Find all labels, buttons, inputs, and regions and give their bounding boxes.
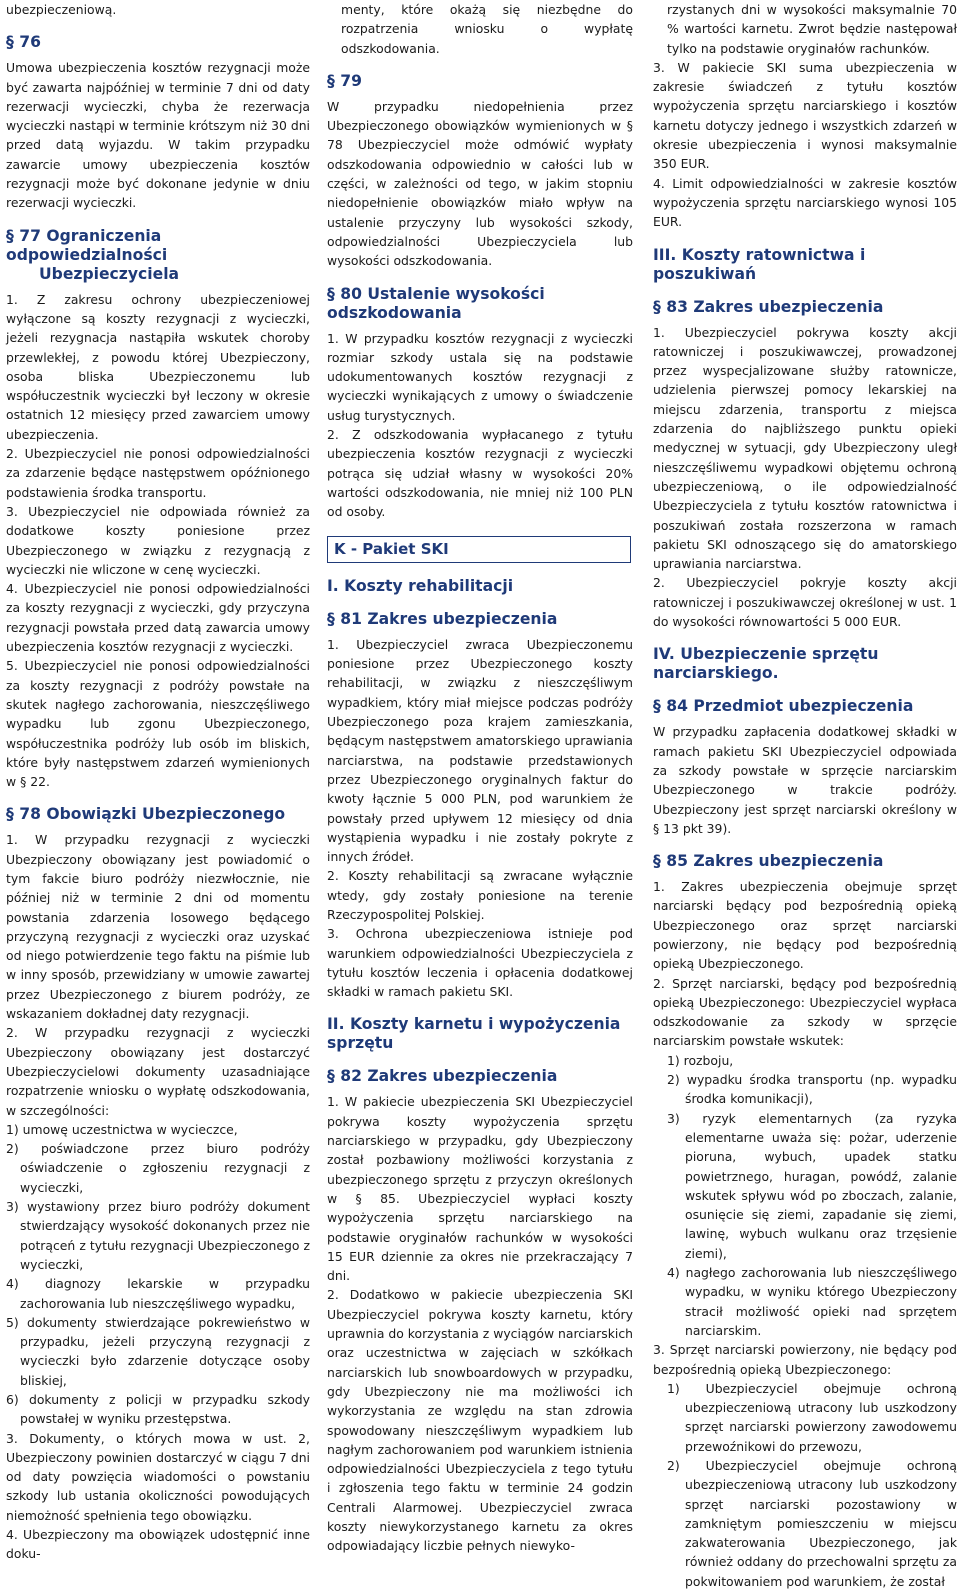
- section-heading-77: [6, 227, 310, 284]
- section-heading-84: § 84 Przedmiot ubezpieczenia: [653, 697, 914, 716]
- clause-77-2: 2. Ubezpieczyciel nie ponosi odpowiedzialności za zdarzenie będące następstwem opóźnionego podstawienia środka transportu.: [6, 446, 310, 500]
- clause-82-3: 3. W pakiecie SKI suma ubezpieczenia w zakresie świadczeń z tytułu kosztów wypożyczenia sprzętu narciarskiego i kosztów karnetu dotyczy jednego i wszystkich zdarzeń w okresie ubezpieczenia i wynosi maksymalnie 350 EUR.: [653, 59, 957, 172]
- clause-83-1: 1. Ubezpieczyciel pokrywa koszty akcji ratowniczej i poszukiwawczej, prowadzonej przez wyspecjalizowane służby ratownicze, udzielenia pierwszej pomocy lekarskiej na miejscu zdarzenia, transportu z miejsca zdarzenia do najbliższego punktu opieki medycznej w sytuacji, gdy Ubezpieczony uległ nieszczęśliwemu wypadkowi objętemu ochroną ubezpieczeniową, o ile odpowiedzialność Ubezpieczyciela z tytułu kosztów ratownictwa i poszukiwań została rozszerzona w ramach pakietu SKI odnoszącego się do amatorskiego uprawiania narciarstwa.: [653, 324, 957, 572]
- section-heading-82: § 82 Zakres ubezpieczenia: [327, 1067, 558, 1086]
- paragraph-79: W przypadku niedopełnienia przez Ubezpieczonego obowiązków wymienionych w § 78 Ubezpieczyciel może odmówić wypłaty odszkodowania odpowiednio w całości lub w części, w zależności od tego, w jakim stopniu niedopełnienie obowiązków miało wpływ na ustalenie przyczyny lub wysokości szkody, odpowiedzialności Ubezpieczyciela lub wysokości odszkodowania.: [327, 98, 633, 269]
- clause-80-2: 2. Z odszkodowania wypłacanego z tytułu ubezpieczenia kosztów rezygnacji z wycieczki potrąca się udział własny w wysokości 20% wartości odszkodowania, nie mniej niż 100 PLN od osoby.: [327, 427, 633, 520]
- clause-78-4: 4. Ubezpieczony ma obowiązek udostępnić inne doku-: [6, 1527, 310, 1562]
- list-item: 2) poświadczone przez biuro podróży oświadczenie o zgłoszeniu rezygnacji z wycieczki,: [6, 1141, 310, 1195]
- clause-81-1: 1. Ubezpieczyciel zwraca Ubezpieczonemu poniesione przez Ubezpieczonego koszty rehabilitacji, w związku z nieszczęśliwym wypadkiem, który miał miejsce podczas podróży Ubezpieczonego poza krajem zamieszkania, będącym następstwem amatorskiego uprawiania narciarstwa, na podstawie przedstawionych przez Ubezpieczonego oryginalnych faktur do kwoty łącznie 5 000 PLN, pod warunkiem że powstały przed upływem 12 miesięcy od dnia wystąpienia wypadku i nie zostały pokryte z innych źródeł.: [327, 636, 633, 865]
- column-right: [653, 0, 957, 1591]
- paragraph-continuation: menty, które okażą się niezbędne do rozpatrzenia wniosku o wypłatę odszkodowania.: [341, 2, 633, 56]
- list-item: 4) diagnozy lekarskie w przypadku zachorowania lub nieszczęśliwego wypadku,: [6, 1276, 310, 1311]
- section-heading-85: § 85 Zakres ubezpieczenia: [653, 852, 884, 871]
- clause-82-2: 2. Dodatkowo w pakiecie ubezpieczenia SKI Ubezpieczyciel pokrywa koszty karnetu, który uprawnia do korzystania z wyciągów narciarskich oraz uczestnictwa w zajęciach w szkółkach narciarskich lub snowboardowych w przypadku, gdy Ubezpieczony nie ma możliwości ich wykorzystania ze względu na stan zdrowia spowodowany nieszczęśliwym wypadkiem lub nagłym zachorowaniem pod warunkiem istnienia odpowiedzialności Ubezpieczyciela z tego tytułu i zgłoszenia tego faktu w terminie 24 godzin Centrali Alarmowej. Ubezpieczyciel zwraca koszty niewykorzystanego karnetu za okres odpowiadający liczbie pełnych niewyko-: [327, 1287, 633, 1554]
- section-heading-77-line2: Ubezpieczyciela: [39, 264, 180, 283]
- clause-83-2: 2. Ubezpieczyciel pokryje koszty akcji ratowniczej i poszukiwawczej określonej w ust. 1 do wysokości równowartości 5 000 EUR.: [653, 575, 957, 630]
- chapter-heading-ii: II. Koszty karnetu i wypożyczenia sprzętu: [327, 1015, 621, 1053]
- clause-78-1: 1. W przypadku rezygnacji z wycieczki Ubezpieczony obowiązany jest powiadomić o tym fakcie biuro podróży niezwłocznie, nie później niż w terminie 2 dni od momentu powstania zdarzenia losowego będącego przyczyną rezygnacji z wycieczki oraz uzyskać od niego potwierdzenie tego faktu na piśmie lub w inny sposób, przewidziany w umowie zawartej przez Ubezpieczonego z biurem podróży, ze wskazaniem dokładnej daty rezygnacji.: [6, 832, 310, 1022]
- clause-82-1: 1. W pakiecie ubezpieczenia SKI Ubezpieczyciel pokrywa koszty wypożyczenia sprzętu narciarskiego w przypadku, gdy Ubezpieczony został pozbawiony możliwości korzystania z ubezpieczonego sprzętu z przyczyn określonych w § 85. Ubezpieczyciel wypłaci koszty wypożyczenia sprzętu narciarskiego na podstawie oryginałów rachunków w wysokości 15 EUR dziennie za okres nie przekraczający 7 dni.: [327, 1094, 633, 1284]
- clause-82-4: 4. Limit odpowiedzialności w zakresie kosztów wypożyczenia sprzętu narciarskiego wynosi 105 EUR.: [653, 175, 957, 230]
- clause-85-2: 2. Sprzęt narciarski, będący pod bezpośrednią opieką Ubezpieczonego: Ubezpieczyciel wypłaca odszkodowanie za szkody w sprzęcie narciarskim powstałe wskutek:: [653, 975, 957, 1049]
- clause-78-2: 2. W przypadku rezygnacji z wycieczki Ubezpieczony obowiązany jest dostarczyć Ubezpieczycielowi dokumenty uzasadniające rozpatrzenie wniosku o wypłatę odszkodowania, w szczególności:: [6, 1025, 310, 1118]
- clause-80-1: 1. W przypadku kosztów rezygnacji z wycieczki rozmiar szkody ustala się na podstawie udokumentowanych kosztów rezygnacji z wycieczki wynikających z umowy o świadczenie usług turystycznych.: [327, 330, 633, 423]
- paragraph-continuation: rzystanych dni w wysokości maksymalnie 70 % wartości karnetu. Zwrot będzie następował tylko na podstawie oryginałów rachunków.: [667, 2, 957, 56]
- clause-77-3: 3. Ubezpieczyciel nie odpowiada również za dodatkowe koszty poniesione przez Ubezpieczonego w związku z rezygnacją z wycieczki nie wliczone w cenę wycieczki.: [6, 503, 310, 577]
- package-box-title: K - Pakiet SKI: [327, 536, 631, 563]
- chapter-heading-i: I. Koszty rehabilitacji: [327, 576, 514, 595]
- column-middle: [327, 0, 633, 1556]
- section-heading-80: § 80 Ustalenie wysokości odszkodowania: [327, 284, 545, 322]
- clause-77-4: 4. Ubezpieczyciel nie ponosi odpowiedzialności za koszty rezygnacji z wycieczki, gdy przyczyna rezygnacji powstała przed datą zawarcia umowy ubezpieczenia kosztów rezygnacji z wycieczki.: [6, 581, 310, 655]
- section-heading-77-line1: § 77 Ograniczenia odpowiedzialności: [6, 226, 168, 264]
- list-item: 1) Ubezpieczyciel obejmuje ochroną ubezpieczeniową utracony lub uszkodzony sprzęt narciarski powierzony zawodowemu przewoźnikowi do przewozu,: [667, 1380, 957, 1454]
- list-item: 3) ryzyk elementarnych (za ryzyka elementarne uważa się: pożar, uderzenie pioruna, wybuch, upadek statku powietrznego, huragan, powódź, zalanie wskutek spływu wód po zboczach, zalanie, osunięcie się ziemi, zapadanie się ziemi, lawinę, wybuch wulkanu oraz trzęsienie ziemi),: [667, 1110, 957, 1261]
- chapter-heading-iii: III. Koszty ratownictwa i poszukiwań: [653, 245, 866, 283]
- list-item: 5) dokumenty stwierdzające pokrewieństwo w przypadku, jeżeli przyczyną rezygnacji z wycieczki było zdarzenie dotyczące osoby bliskiej,: [6, 1314, 310, 1388]
- section-heading-76: § 76: [6, 33, 41, 52]
- paragraph-76: Umowa ubezpieczenia kosztów rezygnacji może być zawarta najpóźniej w terminie 7 dni od daty rezerwacji wycieczki, chyba że rezerwacja wycieczki nastąpi w terminie krótszym niż 30 dni przed datą wyjazdu. W takim przypadku zawarcie umowy ubezpieczenia kosztów rezygnacji może być dokonane jedynie w dniu rezerwacji wycieczki.: [6, 60, 310, 211]
- list-item: 1) umowę uczestnictwa w wycieczce,: [6, 1121, 238, 1137]
- section-heading-78: § 78 Obowiązki Ubezpieczonego: [6, 805, 286, 824]
- list-item: 1) rozboju,: [667, 1052, 734, 1068]
- paragraph-84: W przypadku zapłacenia dodatkowej składki w ramach pakietu SKI Ubezpieczyciel odpowiada za szkody powstałe w sprzęcie narciarskim Ubezpieczonego w trakcie podróży. Ubezpieczony jest sprzęt narciarski określony w § 13 pkt 39).: [653, 724, 957, 836]
- clause-85-3: 3. Sprzęt narciarski powierzony, nie będący pod bezpośrednią opieką Ubezpieczonego:: [653, 1342, 957, 1377]
- clause-78-3: 3. Dokumenty, o których mowa w ust. 2, Ubezpieczony powinien dostarczyć w ciągu 7 dni od daty powzięcia wiadomości o powstaniu szkody lub ustania okoliczności powodujących niemożność spełnienia tego obowiązku.: [6, 1430, 310, 1523]
- clause-81-3: 3. Ochrona ubezpieczeniowa istnieje pod warunkiem odpowiedzialności Ubezpieczyciela z tytułu kosztów leczenia i opłacenia dodatkowej składki w ramach pakietu SKI.: [327, 926, 633, 1000]
- column-left: [6, 0, 310, 1564]
- clause-77-5: 5. Ubezpieczyciel nie ponosi odpowiedzialności za koszty rezygnacji z podróży powstałe na skutek nagłego zachorowania, nieszczęśliwego wypadku lub zgonu Ubezpieczonego, współuczestnika podróży lub osób im bliskich, które były następstwem zdarzeń wymienionych w § 22.: [6, 658, 310, 790]
- list-item: 2) Ubezpieczyciel obejmuje ochroną ubezpieczeniową utracony lub uszkodzony sprzęt narciarski pozostawiony w zamkniętym pomieszczeniu w miejscu zakwaterowania Ubezpieczonego, jak również oddany do przechowalni sprzętu za pokwitowaniem pod warunkiem, że został: [667, 1458, 957, 1589]
- section-heading-83: § 83 Zakres ubezpieczenia: [653, 297, 884, 316]
- clause-81-2: 2. Koszty rehabilitacji są zwracane wyłącznie wtedy, gdy zostały poniesione na terenie Rzeczypospolitej Polskiej.: [327, 868, 633, 922]
- list-item: 2) wypadku środka transportu (np. wypadku środka komunikacji),: [667, 1072, 957, 1107]
- section-heading-79: § 79: [327, 71, 362, 90]
- chapter-heading-iv: IV. Ubezpieczenie sprzętu narciarskiego.: [653, 645, 879, 683]
- paragraph-continuation: ubezpieczeniową.: [6, 2, 117, 17]
- list-item: 3) wystawiony przez biuro podróży dokument stwierdzający wysokość dokonanych przez nie potrąceń z tytułu rezygnacji Ubezpieczonego z wycieczki,: [6, 1199, 310, 1272]
- section-heading-81: § 81 Zakres ubezpieczenia: [327, 609, 558, 628]
- clause-85-1: 1. Zakres ubezpieczenia obejmuje sprzęt narciarski będący pod bezpośrednią opieką Ubezpieczonego oraz sprzęt narciarski powierzony, nie będący pod bezpośrednią opieką Ubezpieczonego.: [653, 879, 957, 972]
- list-item: 4) nagłego zachorowania lub nieszczęśliwego wypadku, w wyniku którego Ubezpieczony stracił możliwość opieki nad sprzętem narciarskim.: [667, 1265, 957, 1338]
- list-item: 6) dokumenty z policji w przypadku szkody powstałej w wyniku przestępstwa.: [6, 1392, 310, 1427]
- clause-77-1: 1. Z zakresu ochrony ubezpieczeniowej wyłączone są koszty rezygnacji z wycieczki, jeżeli rezygnacja nastąpiła wskutek choroby przewlekłej, z powodu której Ubezpieczony, osoba bliska Ubezpieczonemu lub współuczestnik wycieczki był leczony w okresie ostatnich 12 miesięcy przed zawarciem umowy ubezpieczenia.: [6, 291, 310, 442]
